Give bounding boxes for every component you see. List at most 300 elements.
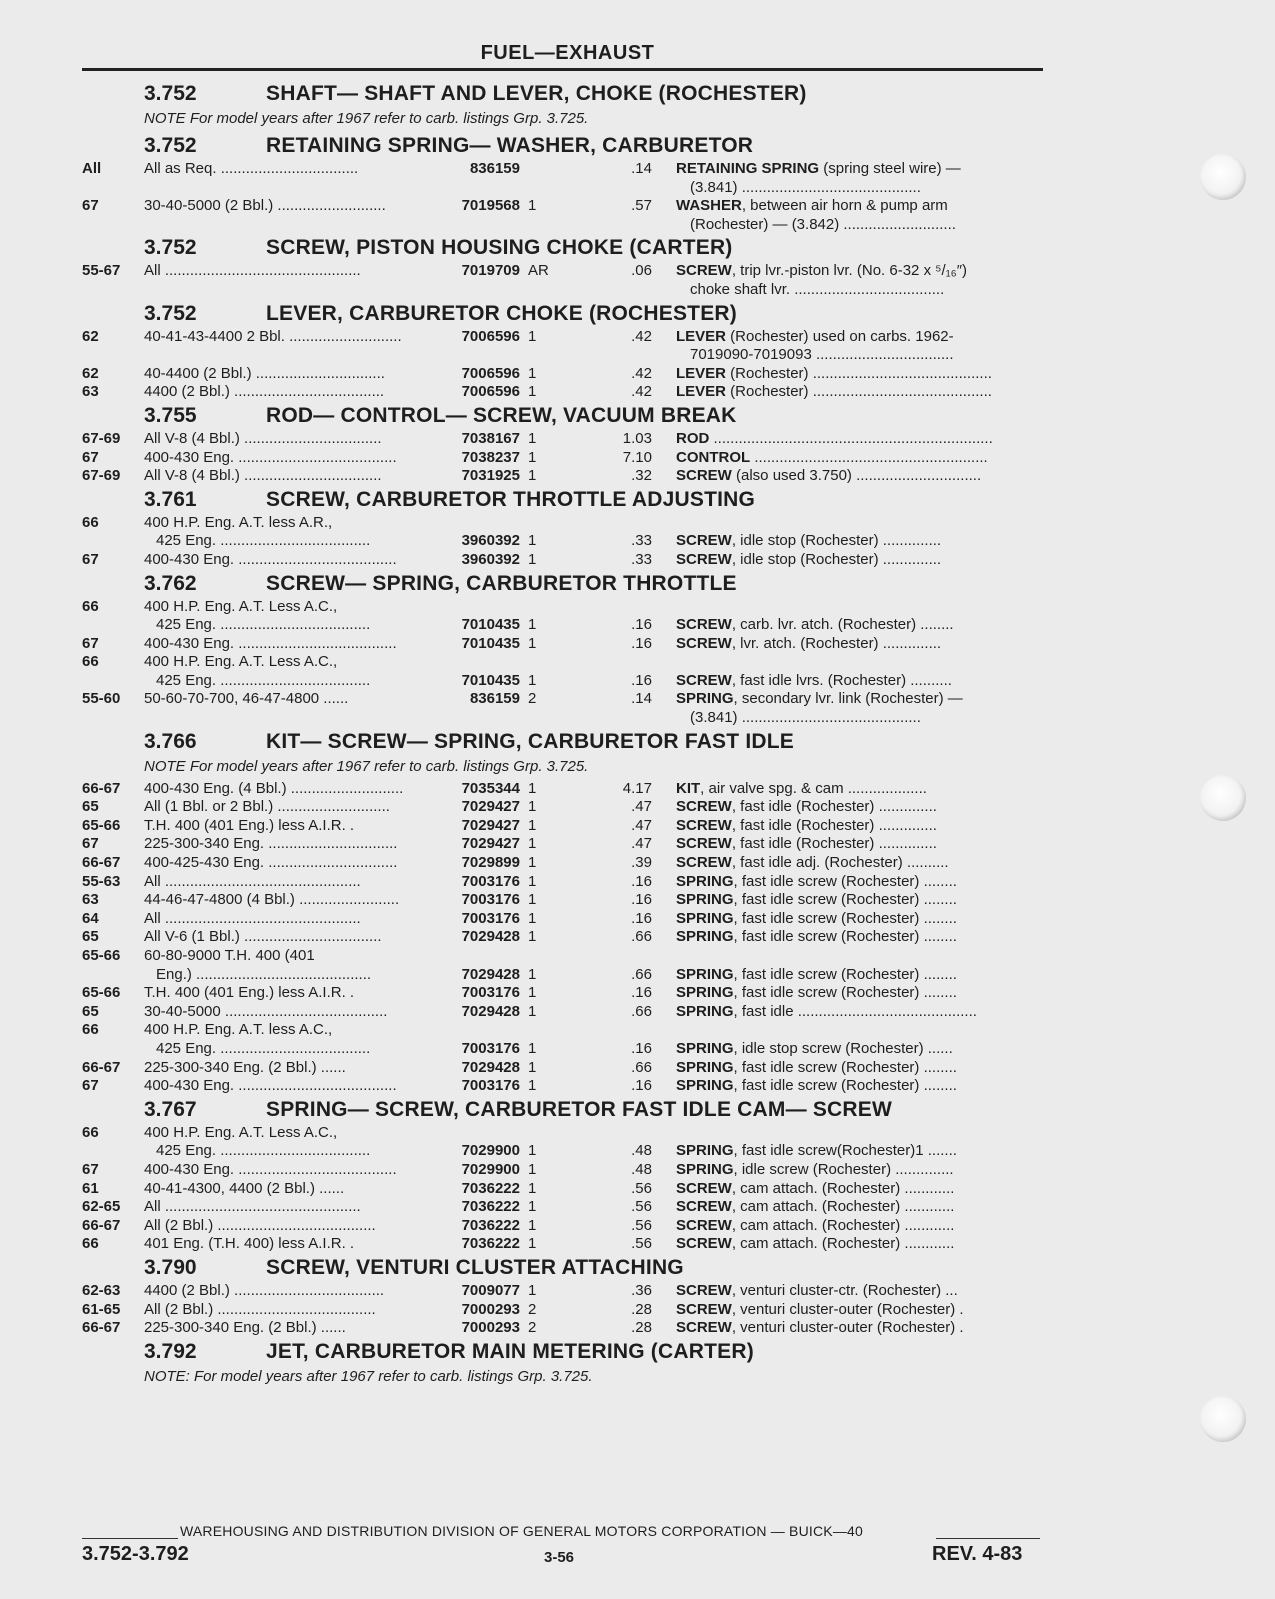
description-detail: , fast idle screw (Rochester) ........ [733,872,957,890]
model-year: 66-67 [82,779,121,797]
quantity: AR [528,262,549,280]
description-detail: , carb. lvr. atch. (Rochester) ........ [731,616,954,634]
description-part-name: SCREW [676,467,732,485]
section-heading [0,1254,1275,1282]
price: .42 [631,383,652,401]
description [676,551,1042,568]
parts-section [0,1338,1275,1390]
description-detail: , fast idle screw (Rochester) ........ [733,984,957,1002]
parts-row [0,197,1275,234]
price: .14 [631,160,652,177]
quantity: 1 [528,1235,537,1253]
model-year: 67 [82,634,99,652]
part-number: 7029428 [461,965,520,983]
price: .48 [631,1160,652,1178]
price: .42 [631,364,652,382]
quantity: 1 [528,197,537,215]
part-number: 7029427 [461,798,520,816]
price: 7.10 [622,448,652,466]
price: 4.17 [622,779,652,797]
model-year: 67-69 [82,429,121,447]
model-year: 61-65 [82,1300,121,1318]
section-group-number: 3.767 [144,1097,197,1121]
parts-row [0,1161,1275,1180]
application-continued: 425 Eng. .................................... [156,671,371,689]
model-year: 63 [82,383,99,401]
part-number: 3960392 [461,550,520,568]
parts-section [0,1254,1275,1338]
description-detail: , between air horn & pump arm [741,197,948,215]
description-part-name: SPRING [676,1002,734,1020]
price: .16 [631,1039,652,1057]
application: 400-425-430 Eng. ............................... [144,854,398,872]
application: All ............................................... [144,909,361,927]
section-group-number: 3.792 [144,1339,197,1363]
application: 4400 (2 Bbl.) .................................... [144,1281,385,1299]
description-part-name: LEVER [676,364,727,382]
parts-row [0,1301,1275,1320]
description [676,449,1042,466]
description-part-name: SCREW [676,262,732,280]
description [676,328,1042,345]
description [676,891,1042,908]
price: .16 [631,984,652,1002]
part-number: 836159 [469,690,520,708]
description-detail: , fast idle lvrs. (Rochester) .......... [731,671,952,689]
quantity: 1 [528,1281,537,1299]
section-note-text: NOTE For model years after 1967 refer to carb. listings Grp. 3.725. [144,757,589,775]
parts-section [0,402,1275,486]
part-number: 7035344 [461,779,520,797]
part-number: 7036222 [461,1198,520,1216]
model-year: 66-67 [82,854,121,872]
description [676,1180,1042,1197]
description-detail: , cam attach. (Rochester) ............ [731,1235,955,1253]
quantity: 1 [528,984,537,1002]
application-continued: 425 Eng. .................................... [156,1142,371,1160]
price: .47 [631,816,652,834]
model-year: 55-60 [82,690,121,708]
section-note [0,1366,1275,1390]
price: .57 [631,197,652,215]
quantity: 1 [528,965,537,983]
quantity: 1 [528,1002,537,1020]
part-number: 7003176 [461,872,520,890]
quantity: 1 [528,1198,537,1216]
description-detail: , venturi cluster-outer (Rochester) . [731,1319,964,1337]
description [676,1235,1042,1252]
model-year: 65-66 [82,947,121,964]
parts-row [0,1077,1275,1096]
price: .56 [631,1179,652,1197]
description-detail: , lvr. atch. (Rochester) .............. [731,634,942,652]
description-part-name: SPRING [676,984,734,1002]
application: 400-430 Eng. ...................................... [144,634,397,652]
part-number: 7003176 [461,1077,520,1095]
description [676,616,1042,633]
description-detail: , venturi cluster-ctr. (Rochester) ... [731,1281,958,1299]
application: 225-300-340 Eng. (2 Bbl.) ...... [144,1319,346,1337]
quantity: 1 [528,429,537,447]
parts-section [0,132,1275,234]
description [676,1161,1042,1178]
application-continued: 425 Eng. .................................... [156,616,371,634]
quantity: 1 [528,1077,537,1095]
application: 400-430 Eng. ...................................... [144,1077,397,1095]
model-year: 67 [82,448,99,466]
description-detail: (spring steel wire) — [819,160,961,177]
price: .48 [631,1142,652,1160]
section-title: SCREW, PISTON HOUSING CHOKE (CARTER) [266,236,733,260]
part-number: 7029428 [461,1058,520,1076]
section-heading [0,486,1275,514]
price: .33 [631,550,652,568]
model-year: 62-63 [82,1281,121,1299]
section-group-number: 3.762 [144,571,197,595]
page-title: FUEL—EXHAUST [480,42,655,64]
description-detail: , idle screw (Rochester) .............. [733,1160,954,1178]
part-number: 7006596 [461,327,520,345]
description-detail: , venturi cluster-outer (Rochester) . [731,1300,964,1318]
description [676,365,1042,382]
price: .56 [631,1198,652,1216]
parts-row [0,891,1275,910]
part-number: 7000293 [461,1300,520,1318]
description-detail: , fast idle screw(Rochester)1 ....... [733,1142,957,1160]
description [676,1319,1042,1336]
price: .16 [631,1077,652,1095]
part-number: 7036222 [461,1179,520,1197]
section-group-number: 3.752 [144,82,197,105]
footer-division-text: WAREHOUSING AND DISTRIBUTION DIVISION OF GENERAL MOTORS CORPORATION — BUICK—40 [180,1523,864,1539]
model-year: 67 [82,1077,99,1095]
application: 400-430 Eng. (4 Bbl.) ........................... [144,779,404,797]
price: .56 [631,1216,652,1234]
description [676,1198,1042,1215]
description [676,1142,1042,1159]
price: .42 [631,327,652,345]
parts-row [0,449,1275,468]
description [676,817,1042,834]
quantity: 1 [528,616,537,634]
description [676,873,1042,890]
parts-row [0,551,1275,570]
application: 400-430 Eng. ...................................... [144,448,397,466]
quantity: 2 [528,1319,537,1337]
description-detail: , fast idle screw (Rochester) ........ [733,1058,957,1076]
application: 401 Eng. (T.H. 400) less A.I.R. . [144,1235,355,1253]
model-year: 65 [82,798,99,816]
part-number: 3960392 [461,532,520,550]
description-detail: , idle stop screw (Rochester) ...... [733,1039,953,1057]
part-number: 7019709 [461,262,520,280]
application: All V-8 (4 Bbl.) ................................. [144,467,382,485]
description-part-name: WASHER [676,197,742,215]
model-year: 61 [82,1179,99,1197]
quantity: 1 [528,872,537,890]
description-detail: , fast idle adj. (Rochester) .......... [731,854,949,872]
description [676,854,1042,871]
model-year: 55-63 [82,872,121,890]
section-title: SCREW, VENTURI CLUSTER ATTACHING [266,1255,684,1279]
description [676,910,1042,927]
description-detail: (also used 3.750) .............................. [731,467,982,485]
binder-hole-bottom [1200,1396,1246,1442]
parts-row [0,635,1275,654]
description-part-name: SPRING [676,891,734,909]
model-year: 66 [82,1235,99,1253]
description-part-name: SCREW [676,550,732,568]
parts-section [0,234,1275,299]
description [676,966,1042,983]
section-group-number: 3.755 [144,403,197,427]
application: 4400 (2 Bbl.) .................................... [144,383,385,401]
part-number: 7036222 [461,1216,520,1234]
parts-row [0,467,1275,486]
description-detail: , fast idle (Rochester) .............. [731,798,937,816]
quantity: 1 [528,1039,537,1057]
parts-row [0,780,1275,799]
description-part-name: SCREW [676,835,732,853]
description-continued: (3.841) ........................................... [690,178,921,196]
part-number: 7003176 [461,891,520,909]
model-year: 66-67 [82,1216,121,1234]
quantity: 1 [528,671,537,689]
part-number: 7010435 [461,616,520,634]
price: .32 [631,467,652,485]
section-group-number: 3.790 [144,1255,197,1279]
part-number: 7029900 [461,1160,520,1178]
description [676,1003,1042,1020]
part-number: 7031925 [461,467,520,485]
quantity: 1 [528,854,537,872]
section-note [0,756,1275,780]
quantity: 1 [528,532,537,550]
section-group-number: 3.752 [144,134,197,157]
parts-section [0,1096,1275,1254]
model-year: 66-67 [82,1319,121,1337]
section-heading [0,234,1275,262]
model-year: 66 [82,513,99,531]
description-part-name: ROD [676,429,710,447]
parts-row [0,1282,1275,1301]
quantity: 1 [528,798,537,816]
quantity: 1 [528,550,537,568]
application: 225-300-340 Eng. (2 Bbl.) ...... [144,1058,346,1076]
section-title: JET, CARBURETOR MAIN METERING (CARTER) [266,1339,754,1363]
price: .16 [631,671,652,689]
parts-row [0,928,1275,947]
section-group-number: 3.752 [144,236,197,260]
application: 44-46-47-4800 (4 Bbl.) ........................ [144,891,400,909]
description-detail: , fast idle screw (Rochester) ........ [733,1077,957,1095]
description-detail: ........................................................ [750,448,988,466]
parts-row [0,910,1275,929]
section-heading [0,80,1275,108]
model-year: 66 [82,597,99,615]
description-part-name: SCREW [676,1198,732,1216]
application: All ............................................... [144,1198,361,1216]
model-year: 67 [82,197,99,215]
parts-row [0,1003,1275,1022]
section-heading [0,132,1275,160]
price: .16 [631,634,652,652]
description-detail: , idle stop (Rochester) .............. [731,550,942,568]
price: .28 [631,1300,652,1318]
quantity: 1 [528,634,537,652]
description-detail: , cam attach. (Rochester) ............ [731,1198,955,1216]
description [676,160,1042,177]
price: .16 [631,616,652,634]
description-detail: (Rochester) ........................................... [726,383,992,401]
parts-row [0,1124,1275,1161]
section-heading [0,1338,1275,1366]
quantity: 1 [528,909,537,927]
section-note [0,108,1275,132]
application: All (1 Bbl. or 2 Bbl.) ........................... [144,798,390,816]
parts-row [0,854,1275,873]
description [676,1040,1042,1057]
model-year: All [82,160,102,177]
parts-row [0,690,1275,727]
part-number: 7003176 [461,1039,520,1057]
model-year: 65 [82,1002,99,1020]
parts-section [0,486,1275,570]
part-number: 7029427 [461,816,520,834]
description-part-name: SPRING [676,1077,734,1095]
quantity: 1 [528,448,537,466]
description [676,262,1042,279]
parts-row [0,835,1275,854]
part-number: 7009077 [461,1281,520,1299]
quantity: 2 [528,690,537,708]
application: 400 H.P. Eng. A.T. Less A.C., [144,1123,338,1141]
price: .39 [631,854,652,872]
description-part-name: SPRING [676,1058,734,1076]
quantity: 1 [528,779,537,797]
application: 40-41-43-4400 2 Bbl. ........................... [144,327,402,345]
price: .16 [631,891,652,909]
parts-row [0,1235,1275,1254]
parts-row [0,1198,1275,1217]
description-detail: , cam attach. (Rochester) ............ [731,1216,955,1234]
price: .28 [631,1319,652,1337]
parts-section [0,80,1275,132]
parts-section [0,300,1275,402]
part-number: 7006596 [461,364,520,382]
section-title: LEVER, CARBURETOR CHOKE (ROCHESTER) [266,301,737,325]
footer-rule-left [82,1538,178,1539]
application: All (2 Bbl.) ...................................... [144,1216,376,1234]
parts-row [0,653,1275,690]
description-detail: , fast idle (Rochester) .............. [731,835,937,853]
part-number: 7029428 [461,928,520,946]
parts-row [0,598,1275,635]
application: All V-6 (1 Bbl.) ................................. [144,928,382,946]
application: 400 H.P. Eng. A.T. less A.R., [144,513,333,531]
section-heading [0,300,1275,328]
application-continued: 425 Eng. .................................... [156,1039,371,1057]
application: All V-8 (4 Bbl.) ................................. [144,429,382,447]
description-part-name: SCREW [676,1179,732,1197]
part-number: 7006596 [461,383,520,401]
section-title: SPRING— SCREW, CARBURETOR FAST IDLE CAM— SCREW [266,1097,893,1121]
application: 400 H.P. Eng. A.T. less A.C., [144,1021,333,1039]
price: .14 [631,690,652,708]
description-continued: (Rochester) — (3.842) ........................... [690,215,956,233]
description [676,635,1042,652]
description-detail: , fast idle screw (Rochester) ........ [733,891,957,909]
model-year: 67 [82,835,99,853]
description-part-name: RETAINING SPRING [676,160,820,177]
description-part-name: KIT [676,779,701,797]
section-heading [0,402,1275,430]
description-detail: , air valve spg. & cam ................... [700,779,927,797]
application: All as Req. ................................. [144,160,359,177]
parts-row [0,817,1275,836]
section-title: SCREW— SPRING, CARBURETOR THROTTLE [266,571,737,595]
quantity: 1 [528,1058,537,1076]
parts-listing [0,80,1275,1390]
application: 40-41-4300, 4400 (2 Bbl.) ...... [144,1179,345,1197]
quantity: 1 [528,1142,537,1160]
parts-row [0,328,1275,365]
price: 1.03 [622,429,652,447]
description-part-name: SCREW [676,1319,732,1337]
parts-row [0,947,1275,984]
description-part-name: SPRING [676,928,734,946]
application: 30-40-5000 ....................................... [144,1002,388,1020]
description-detail: , trip lvr.-piston lvr. (No. 6-32 x ⁵/₁₆″) [731,262,968,280]
quantity: 2 [528,1300,537,1318]
description-part-name: LEVER [676,383,727,401]
application: T.H. 400 (401 Eng.) less A.I.R. . [144,984,355,1002]
model-year: 67-69 [82,467,121,485]
model-year: 66 [82,653,99,671]
application: 400-430 Eng. ...................................... [144,1160,397,1178]
parts-row [0,1021,1275,1058]
quantity: 1 [528,364,537,382]
price: .66 [631,928,652,946]
description-part-name: SCREW [676,854,732,872]
part-number: 7029900 [461,1142,520,1160]
description [676,672,1042,689]
quantity: 1 [528,816,537,834]
price: .47 [631,798,652,816]
quantity: 1 [528,383,537,401]
description-part-name: SCREW [676,1235,732,1253]
application-continued: Eng.) .......................................... [156,965,372,983]
description-part-name: SPRING [676,1160,734,1178]
quantity: 1 [528,1160,537,1178]
section-title: KIT— SCREW— SPRING, CARBURETOR FAST IDLE [266,729,794,753]
section-note-text: NOTE: For model years after 1967 refer to carb. listings Grp. 3.725. [144,1367,593,1385]
description [676,780,1042,797]
application: 50-60-70-700, 46-47-4800 ...... [144,690,349,708]
description-detail: , fast idle screw (Rochester) ........ [733,965,957,983]
price: .66 [631,1058,652,1076]
description [676,1301,1042,1318]
description-detail: , idle stop (Rochester) .............. [731,532,942,550]
description-part-name: SCREW [676,1216,732,1234]
application: 60-80-9000 T.H. 400 (401 [144,947,315,964]
model-year: 62 [82,327,99,345]
application: 40-4400 (2 Bbl.) ............................... [144,364,385,382]
description-continued: choke shaft lvr. .................................... [690,280,945,298]
part-number: 836159 [469,160,520,177]
footer-revision: REV. 4-83 [932,1543,1023,1565]
section-title: ROD— CONTROL— SCREW, VACUUM BREAK [266,403,737,427]
